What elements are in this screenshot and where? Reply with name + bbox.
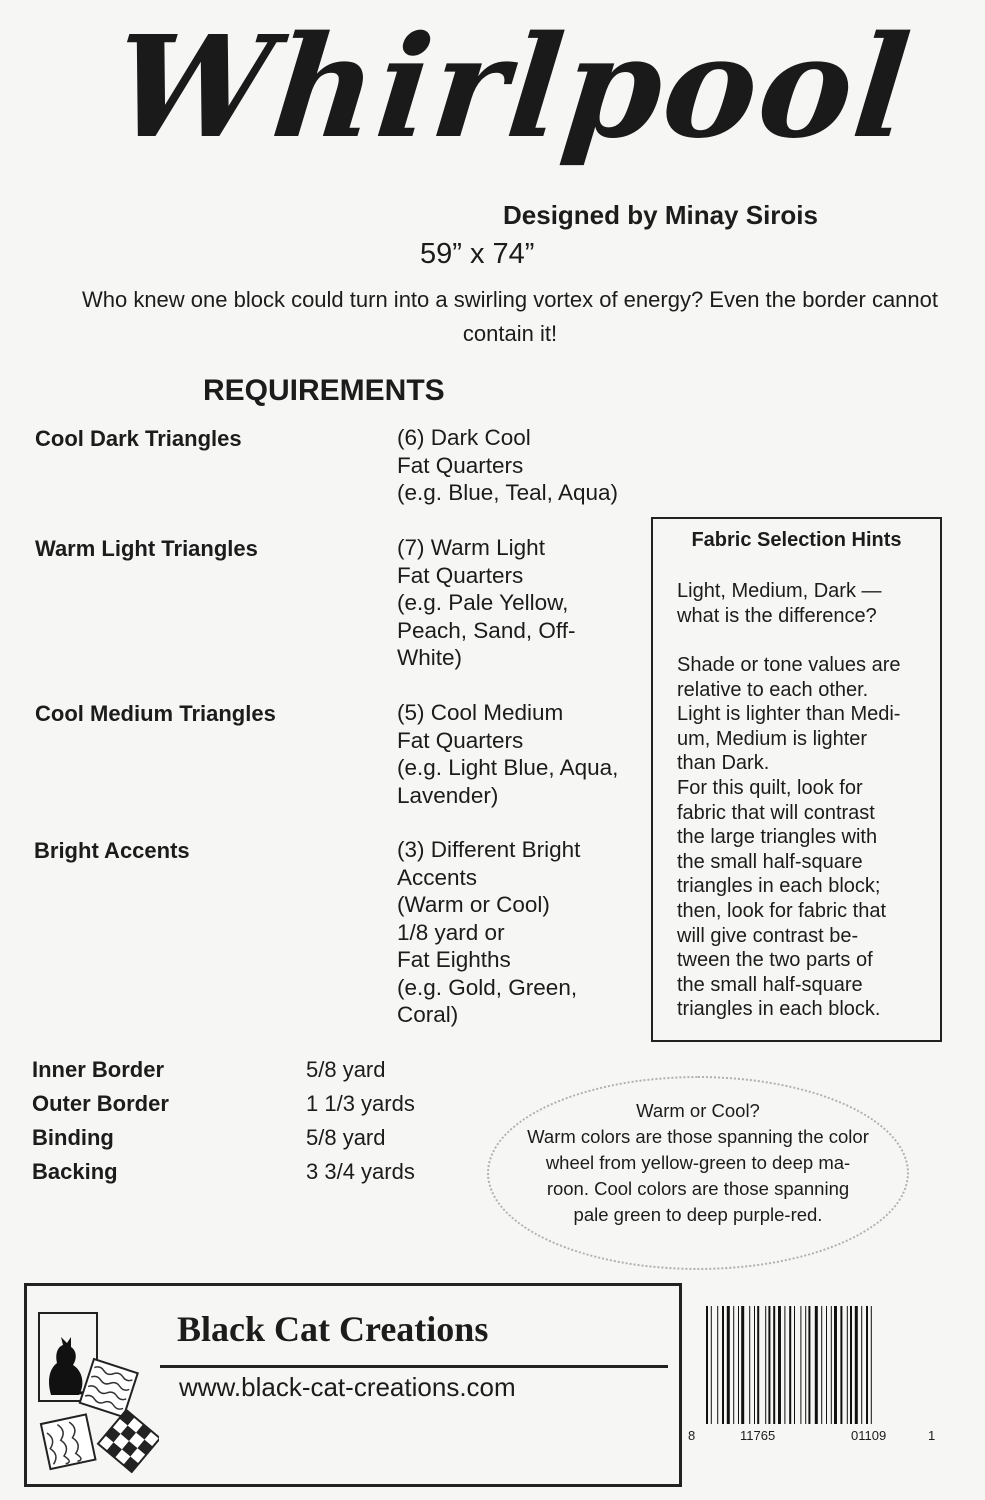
req-label: Cool Medium Triangles [35,701,276,726]
pattern-title: Whirlpool [106,6,919,170]
barcode-bar [717,1306,718,1424]
border-label: Outer Border [32,1091,169,1116]
req-desc: (6) Dark Cool Fat Quarters (e.g. Blue, Teal, Aqua) [397,425,618,505]
barcode-digit: 11765 [740,1428,776,1443]
barcode-bar [757,1306,759,1424]
border-label: Binding [32,1125,114,1150]
upc-barcode [700,1300,950,1450]
barcode-bar [808,1306,810,1424]
hints-title: Fabric Selection Hints [691,529,902,551]
barcode-bar [847,1306,848,1424]
barcode-bar [706,1306,708,1424]
barcode-digit: 8 [688,1428,696,1443]
barcode-bar [773,1306,775,1424]
barcode-bar [834,1306,837,1424]
barcode-bar [722,1306,724,1424]
barcode-bar [765,1306,766,1424]
barcode-bar [861,1306,862,1424]
barcode-bar [831,1306,832,1424]
barcode-bar [866,1306,868,1424]
warm-cool-text: Warm or Cool? Warm colors are those spanning the color wheel from yellow-green to deep ma- roon. Cool colors are those spanning pale green to deep purple-red. [527,1100,869,1225]
border-amount: 3 3/4 yards [306,1159,415,1184]
barcode-bar [733,1306,734,1424]
quilt-dimensions: 59” x 74” [420,238,535,270]
border-amount: 5/8 yard [306,1125,386,1150]
warm-cool-oval [487,1076,909,1270]
barcode-bar [711,1306,712,1424]
req-label: Bright Accents [34,838,190,863]
barcode-bar [741,1306,744,1424]
border-amount: 5/8 yard [306,1057,386,1082]
req-label: Cool Dark Triangles [35,426,242,451]
company-website: www.black-cat-creations.com [179,1372,516,1402]
barcode-bar [784,1306,785,1424]
footer-box [24,1283,682,1487]
intro-text: Who knew one block could turn into a swirling vortex of energy? Even the border cannot contain it! [81,287,939,346]
req-desc: (7) Warm Light Fat Quarters (e.g. Pale Yellow, Peach, Sand, Off- White) [397,535,576,670]
border-label: Inner Border [32,1057,165,1082]
barcode-bar [871,1306,872,1424]
barcode-bar [778,1306,781,1424]
designer-credit: Designed by Minay Sirois [503,200,818,230]
barcode-bar [749,1306,750,1424]
barcode-bar [826,1306,827,1424]
barcode-bar [794,1306,795,1424]
border-amount: 1 1/3 yards [306,1091,415,1116]
hints-paragraph: Light, Medium, Dark — what is the difference? [677,580,882,627]
barcode-bar [754,1306,755,1424]
req-label: Warm Light Triangles [35,536,258,561]
barcode-bar [738,1306,739,1424]
company-name: Black Cat Creations [177,1309,489,1349]
footer-divider [160,1365,668,1368]
barcode-bar [840,1306,842,1424]
border-label: Backing [32,1159,118,1184]
black-cat-logo [37,1311,159,1481]
barcode-digit: 01109 [851,1428,887,1443]
req-desc: (3) Different Bright Accents (Warm or Cool) 1/8 yard or Fat Eighths (e.g. Gold, Green, Coral) [397,837,581,1027]
barcode-bar [727,1306,730,1424]
requirements-heading: REQUIREMENTS [203,374,445,407]
req-desc: (5) Cool Medium Fat Quarters (e.g. Light Blue, Aqua, Lavender) [397,700,619,808]
barcode-digit: 1 [928,1428,936,1443]
barcode-bar [805,1306,806,1424]
barcode-bar [821,1306,822,1424]
barcode-bar [855,1306,858,1424]
barcode-bar [850,1306,852,1424]
barcode-bar [815,1306,818,1424]
hints-paragraph: Shade or tone values are relative to each other. Light is lighter than Medi- um, Medium is lighter than Dark. For this quilt, look for fabric that will contrast the large triangles with the small half-square triangles in each block; then, look for fabric that will give contrast be- tween the two parts of the small half-square triangles in each block. [677,654,901,1021]
barcode-bar [768,1306,770,1424]
fabric-hints-box [651,517,942,1042]
barcode-bar [789,1306,791,1424]
barcode-bar [800,1306,801,1424]
